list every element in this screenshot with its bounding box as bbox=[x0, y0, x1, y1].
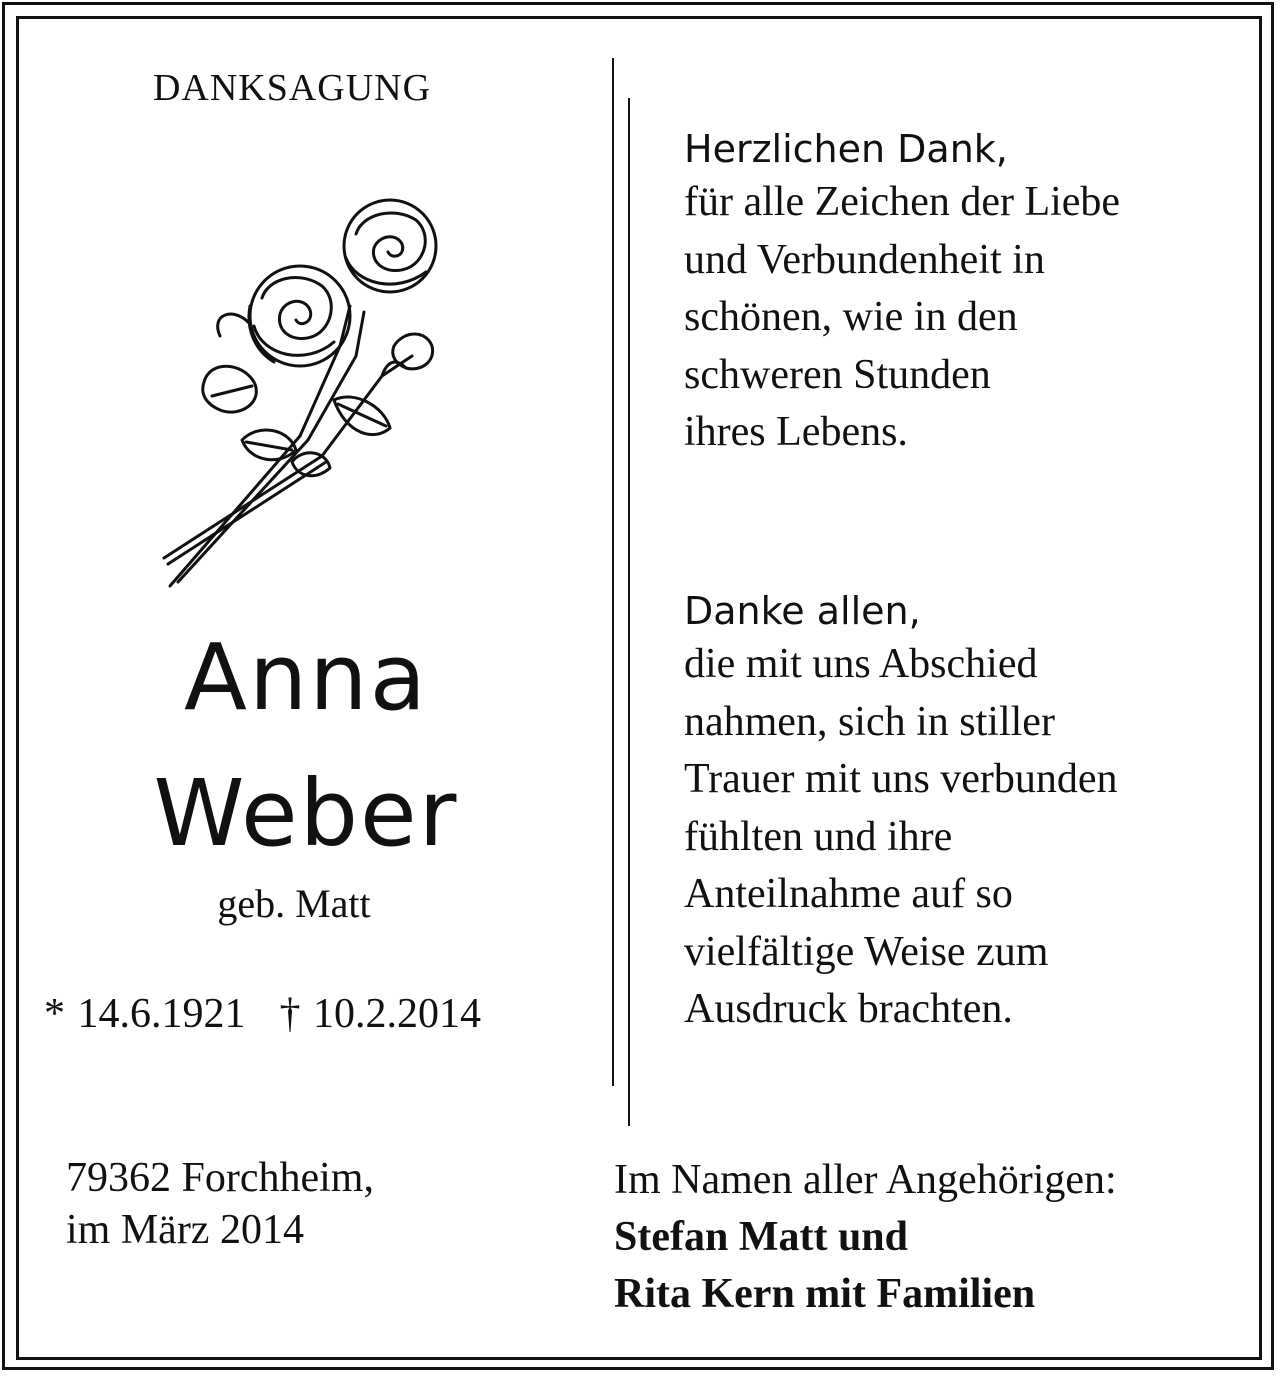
thanks-line: Ausdruck brachten. bbox=[684, 986, 1013, 1032]
life-dates bbox=[44, 990, 481, 1038]
thanks-block-2 bbox=[684, 580, 1118, 1039]
maiden-name: geb. Matt bbox=[217, 881, 371, 926]
notice-heading: DANKSAGUNG bbox=[152, 67, 432, 109]
thanks-line: Anteilnahme auf so bbox=[684, 871, 1013, 917]
thanks-line: nahmen, sich in stiller bbox=[684, 698, 1055, 745]
signature-name: Stefan Matt und bbox=[614, 1214, 909, 1260]
date-line: im März 2014 bbox=[66, 1207, 304, 1253]
thanks-line: Trauer mit uns verbunden bbox=[684, 756, 1118, 802]
thanks-lead-1: Herzlichen Dank, bbox=[684, 127, 1008, 171]
signature-intro: Im Namen aller Angehörigen: bbox=[614, 1157, 1117, 1203]
column-divider-right bbox=[628, 98, 630, 1126]
signature-block bbox=[614, 1152, 1117, 1323]
thanks-block-1 bbox=[684, 118, 1120, 462]
thanks-lead-2: Danke allen, bbox=[684, 589, 921, 633]
deceased-first-name: Anna bbox=[184, 624, 428, 731]
thanks-line: vielfältige Weise zum bbox=[684, 928, 1049, 975]
rose-icon bbox=[150, 196, 450, 600]
birth-date: * 14.6.1921 bbox=[44, 991, 246, 1037]
place-and-date bbox=[66, 1152, 374, 1256]
deceased-last-name: Weber bbox=[153, 760, 459, 867]
thanks-line: und Verbundenheit in bbox=[684, 236, 1045, 283]
thanks-line: die mit uns Abschied bbox=[684, 641, 1038, 687]
thanks-line: fühlten und ihre bbox=[684, 813, 953, 860]
column-divider-left bbox=[612, 58, 614, 1086]
thanks-line: schönen, wie in den bbox=[684, 294, 1018, 340]
death-date: † 10.2.2014 bbox=[279, 991, 481, 1037]
thanks-line: für alle Zeichen der Liebe bbox=[684, 179, 1121, 225]
place-line: 79362 Forchheim, bbox=[66, 1155, 374, 1201]
thanks-line: ihres Lebens. bbox=[684, 409, 908, 455]
thanks-line: schweren Stunden bbox=[684, 351, 991, 398]
signature-name: Rita Kern mit Familien bbox=[614, 1271, 1036, 1317]
